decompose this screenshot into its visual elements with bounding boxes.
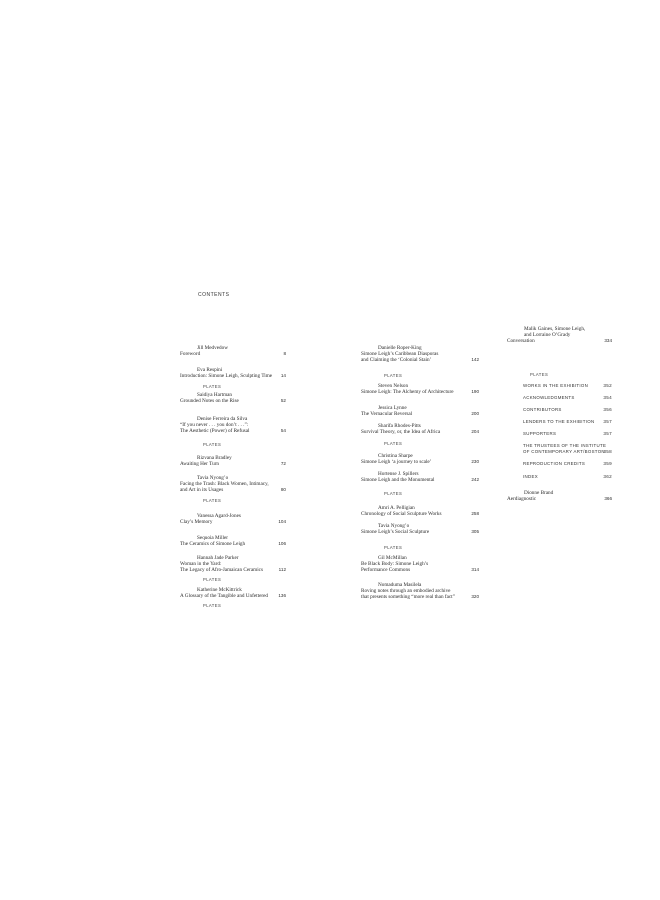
contents-heading: CONTENTS — [198, 292, 230, 298]
toc-entry — [180, 455, 286, 467]
toc-entry — [361, 523, 479, 535]
entry-title: Be Black Body: Simone Leigh’s — [361, 561, 429, 567]
plates-label: PLATES — [203, 384, 222, 389]
entry-title: Conversation — [507, 338, 535, 344]
entry-author: Katherine McKittrick — [197, 587, 242, 593]
entry-title: Aerdiagnostic — [507, 496, 537, 502]
entry-author: Jill Medvedow — [197, 345, 228, 351]
entry-page-number: 314 — [471, 567, 479, 572]
section-label: WORKS IN THE EXHIBITION — [523, 383, 589, 388]
entry-title: Facing the Trash: Black Women, Intimacy, — [180, 481, 269, 487]
toc-entry — [361, 345, 479, 363]
toc-entry — [361, 405, 479, 417]
entry-page-number: 104 — [278, 519, 286, 524]
section-label: CONTRIBUTORS — [523, 407, 562, 412]
entry-page-number: 80 — [280, 487, 286, 492]
entry-page-number: 8 — [283, 351, 286, 356]
entry-title: Introduction: Simone Leigh, Sculpting Time — [180, 373, 273, 379]
entry-author: Sharifa Rhodes-Pitts — [378, 423, 421, 429]
entry-author: Dionne Brand — [524, 490, 554, 496]
toc-entry — [180, 555, 286, 573]
entry-author: Hortense J. Spillers — [378, 471, 419, 477]
section-page-number: 352 — [603, 383, 612, 388]
entry-page-number: 52 — [280, 398, 286, 403]
plates-label: PLATES — [203, 498, 222, 503]
toc-entry — [361, 582, 479, 600]
entry-title: Chronology of Social Sculpture Works — [361, 511, 442, 517]
entry-title: A Glossary of the Tangible and Unfettered — [180, 593, 268, 599]
section-label: ACKNOWLEDGMENTS — [523, 395, 575, 400]
entry-page-number: 204 — [471, 429, 479, 434]
entry-page-number: 72 — [280, 461, 286, 466]
entry-title: “If you never . . . you don’t . . .”: — [180, 422, 249, 428]
toc-entry — [180, 345, 286, 357]
entry-title: The Legacy of Afro-Jamaican Ceramics — [180, 567, 263, 573]
entry-page-number: 242 — [471, 477, 479, 482]
entry-page-number: 112 — [278, 567, 286, 572]
entry-title: and Art in its Usages — [180, 487, 224, 493]
entry-author: Jessica Lynne — [378, 405, 407, 411]
entry-page-number: 366 — [604, 496, 612, 501]
entry-author: Eva Respini — [197, 367, 223, 373]
toc-entry — [180, 475, 286, 493]
entry-author: Rizvana Bradley — [197, 455, 232, 461]
entry-author: Steven Nelson — [378, 383, 409, 389]
entry-author: and Lorraine O’Grady — [524, 332, 571, 338]
entry-title: The Vernacular Reversal — [361, 411, 413, 417]
section-entry — [523, 474, 612, 480]
entry-title: Simone Leigh: The Alchemy of Architecture — [361, 389, 454, 395]
section-page-number: 356 — [603, 407, 612, 412]
plates-label: PLATES — [203, 603, 222, 608]
toc-entry — [361, 505, 479, 517]
plates-label: PLATES — [384, 545, 403, 550]
entry-title: Roving notes through an embodied archive — [361, 588, 451, 594]
toc-entry — [180, 416, 286, 434]
plates-label: PLATES — [384, 373, 403, 378]
toc-entry — [361, 453, 479, 465]
section-label: OF CONTEMPORARY ART/BOSTON — [523, 449, 605, 454]
plates-label: PLATES — [384, 441, 403, 446]
toc-entry — [180, 513, 286, 525]
section-entry — [523, 395, 612, 401]
entry-page-number: 200 — [471, 411, 479, 416]
entry-title: Awaiting Her Turn — [180, 461, 220, 467]
section-entry — [523, 383, 612, 389]
section-page-number: 354 — [603, 395, 612, 400]
entry-title: that presents something “more real than fact” — [361, 594, 455, 600]
toc-entry — [180, 587, 286, 599]
section-page-number: 357 — [603, 431, 612, 436]
entry-page-number: 320 — [471, 594, 479, 599]
section-entry — [523, 461, 612, 467]
section-label: THE TRUSTEES OF THE INSTITUTE — [523, 443, 607, 448]
toc-entry — [180, 535, 286, 547]
toc-entry — [180, 392, 286, 404]
section-label: INDEX — [523, 474, 538, 479]
section-page-number: 357 — [603, 419, 612, 424]
entry-page-number: 258 — [471, 511, 479, 516]
toc-entry — [361, 423, 479, 435]
entry-title: and Claiming the ‘Colonial Stain’ — [361, 357, 432, 363]
entry-title: Survival Theory, or, the Idea of Africa — [361, 429, 441, 435]
toc-entry — [361, 555, 479, 573]
plates-label: PLATES — [203, 442, 222, 447]
entry-page-number: 136 — [278, 593, 286, 598]
section-entry — [523, 419, 612, 425]
entry-title: Simone Leigh and the Monumental — [361, 477, 435, 483]
toc-entry — [507, 490, 612, 502]
entry-title: Clay’s Memory — [180, 519, 213, 525]
entry-author: Nomaduma Masilela — [378, 582, 422, 588]
entry-title: Foreword — [180, 351, 201, 357]
section-entry — [523, 407, 612, 413]
entry-page-number: 334 — [604, 338, 612, 343]
entry-page-number: 230 — [471, 459, 479, 464]
section-label: LENDERS TO THE EXHIBITION — [523, 419, 595, 424]
toc-entry — [361, 383, 479, 395]
entry-author: Saidiya Hartman — [197, 392, 233, 398]
entry-author: Gil McMillan — [378, 555, 407, 561]
entry-author: Christina Sharpe — [378, 453, 413, 459]
entry-page-number: 305 — [471, 529, 479, 534]
entry-title: Simone Leigh’s Caribbean Diasporas — [361, 351, 439, 357]
entry-author: Sequoia Miller — [197, 535, 228, 541]
section-entry — [523, 443, 612, 455]
entry-author: Amri A. Pelligian — [378, 505, 415, 511]
plates-label: PLATES — [203, 577, 222, 582]
entry-author: Malik Gaines, Simone Leigh, — [524, 326, 586, 332]
section-page-number: 358 — [603, 449, 612, 454]
section-page-number: 362 — [603, 474, 612, 479]
toc-entry — [180, 367, 286, 379]
entry-page-number: 106 — [278, 541, 286, 546]
entry-author: Tavia Nyong’o — [197, 475, 229, 481]
entry-page-number: 142 — [471, 357, 479, 362]
entry-author: Denise Ferreira da Silva — [197, 416, 248, 422]
entry-page-number: 190 — [471, 389, 479, 394]
section-label: SUPPORTERS — [523, 431, 557, 436]
entry-title: The Ceramics of Simone Leigh — [180, 541, 246, 547]
entry-author: Hannah Jade Parker — [197, 555, 239, 561]
entry-title: Grounded Notes on the Rise — [180, 398, 239, 404]
entry-author: Danielle Roper-King — [378, 345, 422, 351]
plates-label: PLATES — [384, 491, 403, 496]
plates-label: PLATES — [530, 372, 549, 377]
entry-title: The Aesthetic (Power) of Refusal — [180, 428, 250, 434]
entry-page-number: 54 — [280, 428, 286, 433]
section-page-number: 359 — [603, 461, 612, 466]
section-label: REPRODUCTION CREDITS — [523, 461, 586, 466]
entry-page-number: 14 — [280, 373, 286, 378]
toc-entry — [507, 326, 612, 344]
entry-title: Simone Leigh ‘a journey to scale’ — [361, 459, 432, 465]
entry-title: Woman in the Yard: — [180, 561, 222, 567]
entry-title: Simone Leigh’s Social Sculpture — [361, 529, 430, 535]
toc-entry — [361, 471, 479, 483]
entry-author: Vanessa Agard-Jones — [197, 513, 241, 519]
entry-title: Performance Commons — [361, 567, 411, 573]
entry-author: Tavia Nyong’o — [378, 523, 410, 529]
section-entry — [523, 431, 612, 437]
